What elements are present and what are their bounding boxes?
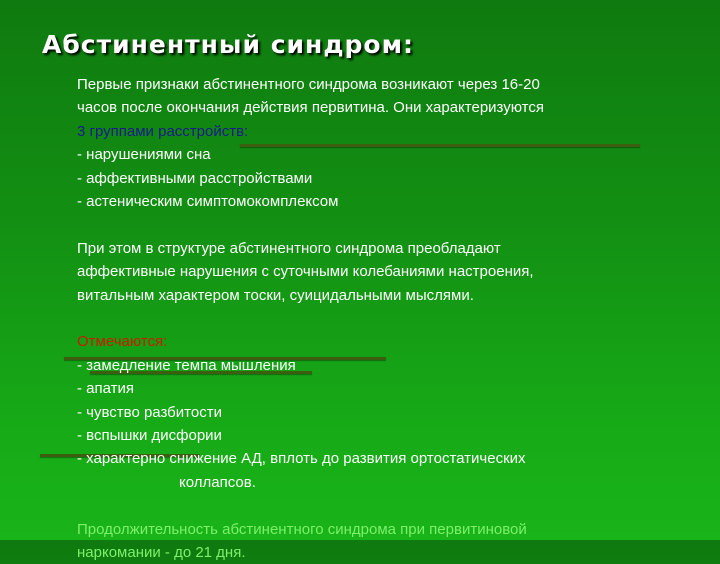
list-item: - вспышки дисфории xyxy=(77,427,222,445)
duration-line2: наркомании - до 21 дня. xyxy=(77,544,246,562)
paragraph2-line2: аффективные нарушения с суточными колебаниями настроения, xyxy=(77,263,534,281)
groups-heading: 3 группами расстройств: xyxy=(77,122,249,140)
spacer xyxy=(77,213,697,236)
slide-body xyxy=(77,73,697,564)
paragraph1-line2: часов после окончания действия первитина. Они характеризуются xyxy=(77,99,544,117)
spacer xyxy=(77,494,697,517)
list-item: - апатия xyxy=(77,380,135,398)
list-item: - нарушениями сна xyxy=(77,146,211,164)
paragraph2-line1: При этом в структуре абстинентного синдрома преобладают xyxy=(77,239,501,257)
list-item-continuation: коллапсов. xyxy=(179,473,256,491)
spacer xyxy=(77,307,697,330)
list-item: - замедление темпа мышления xyxy=(77,356,296,374)
list-item: - астеническим симптомокомплексом xyxy=(77,193,339,211)
list-item: - аффективными расстройствами xyxy=(77,169,313,187)
list-item: - чувство разбитости xyxy=(77,403,222,421)
paragraph2-line3: витальным характером тоски, суицидальными мыслями. xyxy=(77,286,474,304)
duration-line1: Продолжительность абстинентного синдрома при первитиновой xyxy=(77,520,527,538)
notes-heading: Отмечаются: xyxy=(77,333,168,351)
slide-title: Абстинентный синдром: xyxy=(42,30,415,59)
list-item: - характерно снижение АД, вплоть до развития ортостатических xyxy=(77,450,526,468)
paragraph1-line1: Первые признаки абстинентного синдрома возникают через 16-20 xyxy=(77,76,540,93)
